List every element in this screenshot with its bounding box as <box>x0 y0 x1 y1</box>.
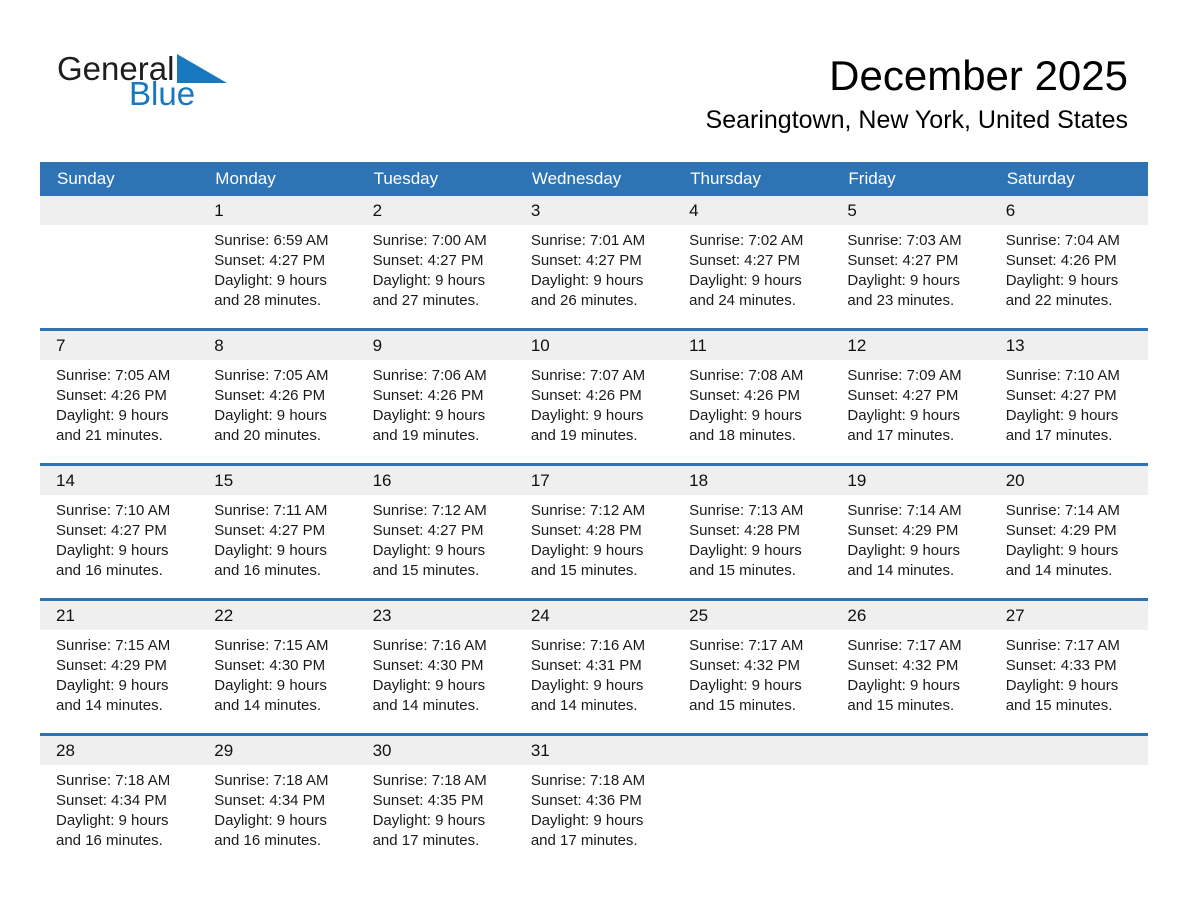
daylight-text-line2: and 21 minutes. <box>56 427 163 445</box>
day-cell-28 <box>40 765 198 868</box>
sunrise-text: Sunrise: 7:06 AM <box>372 367 487 385</box>
sunrise-text: Sunrise: 7:17 AM <box>689 637 804 655</box>
daylight-text-line1: Daylight: 9 hours <box>372 272 486 290</box>
day-cell-29 <box>198 765 356 868</box>
daylight-text-line1: Daylight: 9 hours <box>214 272 327 290</box>
logo-blue-text: Blue <box>129 75 196 112</box>
logo-general-text: General <box>57 50 175 87</box>
day-cell-9 <box>357 360 515 463</box>
sunrise-text: Sunrise: 7:15 AM <box>56 637 171 655</box>
daylight-text-line1: Daylight: 9 hours <box>689 542 802 560</box>
daylight-text-line1: Daylight: 9 hours <box>530 407 644 425</box>
sunrise-text: Sunrise: 7:13 AM <box>689 502 804 520</box>
sunset-text: Sunset: 4:26 PM <box>530 387 642 405</box>
day-cell-3 <box>515 225 673 328</box>
day-number-17: 17 <box>530 471 550 491</box>
daylight-text-line2: and 28 minutes. <box>214 292 322 310</box>
daylight-text-line2: and 23 minutes. <box>847 292 955 310</box>
daylight-text-line1: Daylight: 9 hours <box>56 542 169 560</box>
day-cell-14 <box>40 495 198 598</box>
sunrise-text: Sunrise: 7:10 AM <box>56 502 171 520</box>
sunset-text: Sunset: 4:30 PM <box>372 657 484 675</box>
sunrise-text: Sunrise: 7:01 AM <box>530 232 646 250</box>
sunrise-text: Sunrise: 7:14 AM <box>847 502 962 520</box>
day-number-21: 21 <box>56 606 75 626</box>
daylight-text-line1: Daylight: 9 hours <box>372 542 486 560</box>
day-number-6: 6 <box>1005 201 1016 221</box>
sunset-text: Sunset: 4:31 PM <box>530 657 642 675</box>
day-cell-22 <box>198 630 356 733</box>
day-details-row <box>40 225 1148 328</box>
daylight-text-line2: and 17 minutes. <box>372 832 480 850</box>
day-cell-5 <box>831 225 989 328</box>
daylight-text-line1: Daylight: 9 hours <box>689 407 802 425</box>
day-number-1: 1 <box>214 201 224 221</box>
day-cell-7 <box>40 360 198 463</box>
sunset-text: Sunset: 4:26 PM <box>214 387 326 405</box>
day-number-22: 22 <box>214 606 234 626</box>
day-cell-10 <box>515 360 673 463</box>
daylight-text-line1: Daylight: 9 hours <box>372 812 486 830</box>
day-number-strip <box>40 331 1148 360</box>
sunrise-text: Sunrise: 7:14 AM <box>1005 502 1120 520</box>
day-cell-13 <box>990 360 1148 463</box>
sunset-text: Sunset: 4:27 PM <box>214 522 326 540</box>
day-cell-15 <box>198 495 356 598</box>
day-cell-20 <box>990 495 1148 598</box>
sunset-text: Sunset: 4:27 PM <box>214 252 326 270</box>
sunrise-text: Sunrise: 7:03 AM <box>847 232 962 250</box>
week-row-3 <box>40 463 1148 598</box>
daylight-text-line2: and 15 minutes. <box>689 697 796 715</box>
day-details-row <box>40 765 1148 868</box>
day-number-7: 7 <box>56 336 66 356</box>
daylight-text-line2: and 15 minutes. <box>689 562 796 580</box>
sunrise-text: Sunrise: 7:17 AM <box>847 637 962 655</box>
sunset-text: Sunset: 4:27 PM <box>689 252 801 270</box>
daylight-text-line2: and 15 minutes. <box>530 562 638 580</box>
daylight-text-line2: and 27 minutes. <box>372 292 480 310</box>
empty-day-number <box>40 196 198 225</box>
day-number-13: 13 <box>1005 336 1025 356</box>
sunrise-text: Sunrise: 7:18 AM <box>214 772 329 790</box>
sunset-text: Sunset: 4:26 PM <box>689 387 801 405</box>
day-number-24: 24 <box>530 606 550 626</box>
day-header-wednesday: Wednesday <box>531 169 622 189</box>
daylight-text-line2: and 18 minutes. <box>689 427 796 445</box>
day-header-thursday: Thursday <box>690 169 762 189</box>
day-cell-6 <box>990 225 1148 328</box>
sunset-text: Sunset: 4:35 PM <box>372 792 484 810</box>
sunrise-text: Sunrise: 7:12 AM <box>372 502 487 520</box>
day-cell-17 <box>515 495 673 598</box>
daylight-text-line2: and 16 minutes. <box>214 832 322 850</box>
daylight-text-line1: Daylight: 9 hours <box>1005 272 1119 290</box>
day-number-11: 11 <box>689 336 707 356</box>
day-header-saturday: Saturday <box>1006 169 1075 189</box>
daylight-text-line2: and 17 minutes. <box>1005 427 1113 445</box>
day-cell-2 <box>357 225 515 328</box>
calendar-table <box>40 162 1148 868</box>
day-number-26: 26 <box>847 606 867 626</box>
daylight-text-line1: Daylight: 9 hours <box>530 542 644 560</box>
empty-day-number <box>990 736 1148 765</box>
sunset-text: Sunset: 4:32 PM <box>847 657 959 675</box>
day-number-strip <box>40 736 1148 765</box>
daylight-text-line2: and 22 minutes. <box>1005 292 1113 310</box>
daylight-text-line2: and 15 minutes. <box>372 562 480 580</box>
day-number-16: 16 <box>372 471 392 491</box>
sunset-text: Sunset: 4:34 PM <box>214 792 326 810</box>
daylight-text-line1: Daylight: 9 hours <box>530 812 644 830</box>
daylight-text-line1: Daylight: 9 hours <box>847 407 960 425</box>
day-cell-4 <box>673 225 831 328</box>
daylight-text-line1: Daylight: 9 hours <box>56 677 169 695</box>
daylight-text-line2: and 14 minutes. <box>530 697 638 715</box>
day-number-10: 10 <box>530 336 550 356</box>
daylight-text-line1: Daylight: 9 hours <box>530 677 644 695</box>
calendar-weeks <box>40 196 1148 868</box>
sunset-text: Sunset: 4:27 PM <box>847 252 959 270</box>
daylight-text-line1: Daylight: 9 hours <box>214 812 327 830</box>
week-row-2 <box>40 328 1148 463</box>
day-cell-24 <box>515 630 673 733</box>
day-cell-25 <box>673 630 831 733</box>
sunrise-text: Sunrise: 7:18 AM <box>372 772 487 790</box>
sunrise-text: Sunrise: 7:17 AM <box>1005 637 1120 655</box>
daylight-text-line1: Daylight: 9 hours <box>530 272 644 290</box>
empty-day-number <box>831 736 989 765</box>
day-number-9: 9 <box>372 336 383 356</box>
empty-day-cell <box>40 225 198 328</box>
day-header-friday: Friday <box>848 169 896 189</box>
daylight-text-line1: Daylight: 9 hours <box>214 677 327 695</box>
daylight-text-line2: and 15 minutes. <box>847 697 955 715</box>
sunrise-text: Sunrise: 7:10 AM <box>1005 367 1120 385</box>
daylight-text-line2: and 14 minutes. <box>847 562 955 580</box>
daylight-text-line2: and 14 minutes. <box>1005 562 1113 580</box>
empty-day-cell <box>673 765 831 868</box>
day-cell-31 <box>515 765 673 868</box>
sunrise-text: Sunrise: 7:16 AM <box>372 637 487 655</box>
day-header-monday: Monday <box>215 169 276 189</box>
day-cell-16 <box>357 495 515 598</box>
sunset-text: Sunset: 4:26 PM <box>56 387 167 405</box>
sunset-text: Sunset: 4:36 PM <box>530 792 642 810</box>
day-number-3: 3 <box>530 201 541 221</box>
daylight-text-line2: and 19 minutes. <box>530 427 638 445</box>
day-number-25: 25 <box>689 606 709 626</box>
daylight-text-line2: and 24 minutes. <box>689 292 796 310</box>
sunset-text: Sunset: 4:29 PM <box>847 522 959 540</box>
daylight-text-line1: Daylight: 9 hours <box>847 677 960 695</box>
daylight-text-line1: Daylight: 9 hours <box>1005 677 1119 695</box>
day-number-23: 23 <box>372 606 392 626</box>
sunrise-text: Sunrise: 7:09 AM <box>847 367 962 385</box>
sunrise-text: Sunrise: 7:05 AM <box>214 367 329 385</box>
page-subtitle: Searingtown, New York, United States <box>705 106 1128 135</box>
day-cell-26 <box>831 630 989 733</box>
daylight-text-line1: Daylight: 9 hours <box>689 272 802 290</box>
day-number-28: 28 <box>56 741 75 761</box>
sunrise-text: Sunrise: 7:08 AM <box>689 367 804 385</box>
day-cell-19 <box>831 495 989 598</box>
sunrise-text: Sunrise: 7:18 AM <box>530 772 646 790</box>
sunrise-text: Sunrise: 7:07 AM <box>530 367 646 385</box>
general-blue-logo <box>57 52 227 110</box>
day-number-20: 20 <box>1005 471 1025 491</box>
daylight-text-line2: and 14 minutes. <box>214 697 322 715</box>
sunset-text: Sunset: 4:32 PM <box>689 657 801 675</box>
day-cell-21 <box>40 630 198 733</box>
sunrise-text: Sunrise: 7:00 AM <box>372 232 487 250</box>
day-cell-30 <box>357 765 515 868</box>
day-header-sunday: Sunday <box>57 169 115 189</box>
daylight-text-line2: and 20 minutes. <box>214 427 322 445</box>
daylight-text-line2: and 17 minutes. <box>530 832 638 850</box>
day-header-tuesday: Tuesday <box>373 169 439 189</box>
sunset-text: Sunset: 4:28 PM <box>689 522 801 540</box>
day-cell-8 <box>198 360 356 463</box>
sunset-text: Sunset: 4:27 PM <box>372 252 484 270</box>
daylight-text-line1: Daylight: 9 hours <box>56 812 169 830</box>
empty-day-cell <box>831 765 989 868</box>
day-number-strip <box>40 196 1148 225</box>
daylight-text-line2: and 15 minutes. <box>1005 697 1113 715</box>
day-cell-18 <box>673 495 831 598</box>
day-number-14: 14 <box>56 471 75 491</box>
daylight-text-line1: Daylight: 9 hours <box>372 407 486 425</box>
top-bar <box>0 0 1188 135</box>
sunset-text: Sunset: 4:27 PM <box>56 522 167 540</box>
daylight-text-line2: and 17 minutes. <box>847 427 955 445</box>
sunset-text: Sunset: 4:26 PM <box>372 387 484 405</box>
daylight-text-line1: Daylight: 9 hours <box>372 677 486 695</box>
page-title: December 2025 <box>829 52 1128 99</box>
day-number-12: 12 <box>847 336 867 356</box>
day-number-strip <box>40 601 1148 630</box>
sunrise-text: Sunrise: 7:02 AM <box>689 232 804 250</box>
sunset-text: Sunset: 4:27 PM <box>372 522 484 540</box>
day-number-27: 27 <box>1005 606 1025 626</box>
sunrise-text: Sunrise: 7:16 AM <box>530 637 646 655</box>
sunrise-text: Sunrise: 7:05 AM <box>56 367 171 385</box>
daylight-text-line1: Daylight: 9 hours <box>847 542 960 560</box>
day-number-4: 4 <box>689 201 699 221</box>
week-row-4 <box>40 598 1148 733</box>
empty-day-cell <box>990 765 1148 868</box>
sunset-text: Sunset: 4:29 PM <box>56 657 167 675</box>
sunset-text: Sunset: 4:27 PM <box>1005 387 1117 405</box>
daylight-text-line2: and 26 minutes. <box>530 292 638 310</box>
day-cell-23 <box>357 630 515 733</box>
daylight-text-line1: Daylight: 9 hours <box>689 677 802 695</box>
day-number-18: 18 <box>689 471 709 491</box>
week-row-1 <box>40 196 1148 328</box>
daylight-text-line1: Daylight: 9 hours <box>847 272 960 290</box>
day-number-19: 19 <box>847 471 867 491</box>
day-number-15: 15 <box>214 471 234 491</box>
sunrise-text: Sunrise: 7:12 AM <box>530 502 646 520</box>
sunset-text: Sunset: 4:27 PM <box>530 252 642 270</box>
sunrise-text: Sunrise: 7:04 AM <box>1005 232 1120 250</box>
day-cell-1 <box>198 225 356 328</box>
empty-day-number <box>673 736 831 765</box>
day-number-29: 29 <box>214 741 234 761</box>
sunset-text: Sunset: 4:29 PM <box>1005 522 1117 540</box>
day-details-row <box>40 495 1148 598</box>
sunset-text: Sunset: 4:26 PM <box>1005 252 1117 270</box>
daylight-text-line2: and 16 minutes. <box>56 832 163 850</box>
daylight-text-line1: Daylight: 9 hours <box>1005 542 1119 560</box>
sunrise-text: Sunrise: 7:15 AM <box>214 637 329 655</box>
day-details-row <box>40 360 1148 463</box>
daylight-text-line1: Daylight: 9 hours <box>1005 407 1119 425</box>
day-cell-27 <box>990 630 1148 733</box>
day-number-2: 2 <box>372 201 383 221</box>
daylight-text-line2: and 16 minutes. <box>56 562 163 580</box>
daylight-text-line2: and 14 minutes. <box>56 697 163 715</box>
sunset-text: Sunset: 4:33 PM <box>1005 657 1117 675</box>
day-details-row <box>40 630 1148 733</box>
daylight-text-line2: and 14 minutes. <box>372 697 480 715</box>
week-row-5 <box>40 733 1148 868</box>
daylight-text-line1: Daylight: 9 hours <box>214 407 327 425</box>
day-number-5: 5 <box>847 201 857 221</box>
sunrise-text: Sunrise: 7:18 AM <box>56 772 171 790</box>
daylight-text-line1: Daylight: 9 hours <box>56 407 169 425</box>
day-number-30: 30 <box>372 741 392 761</box>
day-header-row <box>40 162 1148 196</box>
day-number-8: 8 <box>214 336 224 356</box>
sunset-text: Sunset: 4:27 PM <box>847 387 959 405</box>
daylight-text-line2: and 16 minutes. <box>214 562 322 580</box>
sunset-text: Sunset: 4:30 PM <box>214 657 326 675</box>
day-number-31: 31 <box>530 741 550 761</box>
day-cell-11 <box>673 360 831 463</box>
sunset-text: Sunset: 4:28 PM <box>530 522 642 540</box>
daylight-text-line2: and 19 minutes. <box>372 427 480 445</box>
daylight-text-line1: Daylight: 9 hours <box>214 542 327 560</box>
sunrise-text: Sunrise: 7:11 AM <box>214 502 328 520</box>
sunrise-text: Sunrise: 6:59 AM <box>214 232 329 250</box>
sunset-text: Sunset: 4:34 PM <box>56 792 167 810</box>
day-cell-12 <box>831 360 989 463</box>
day-number-strip <box>40 466 1148 495</box>
titles <box>706 52 1128 135</box>
